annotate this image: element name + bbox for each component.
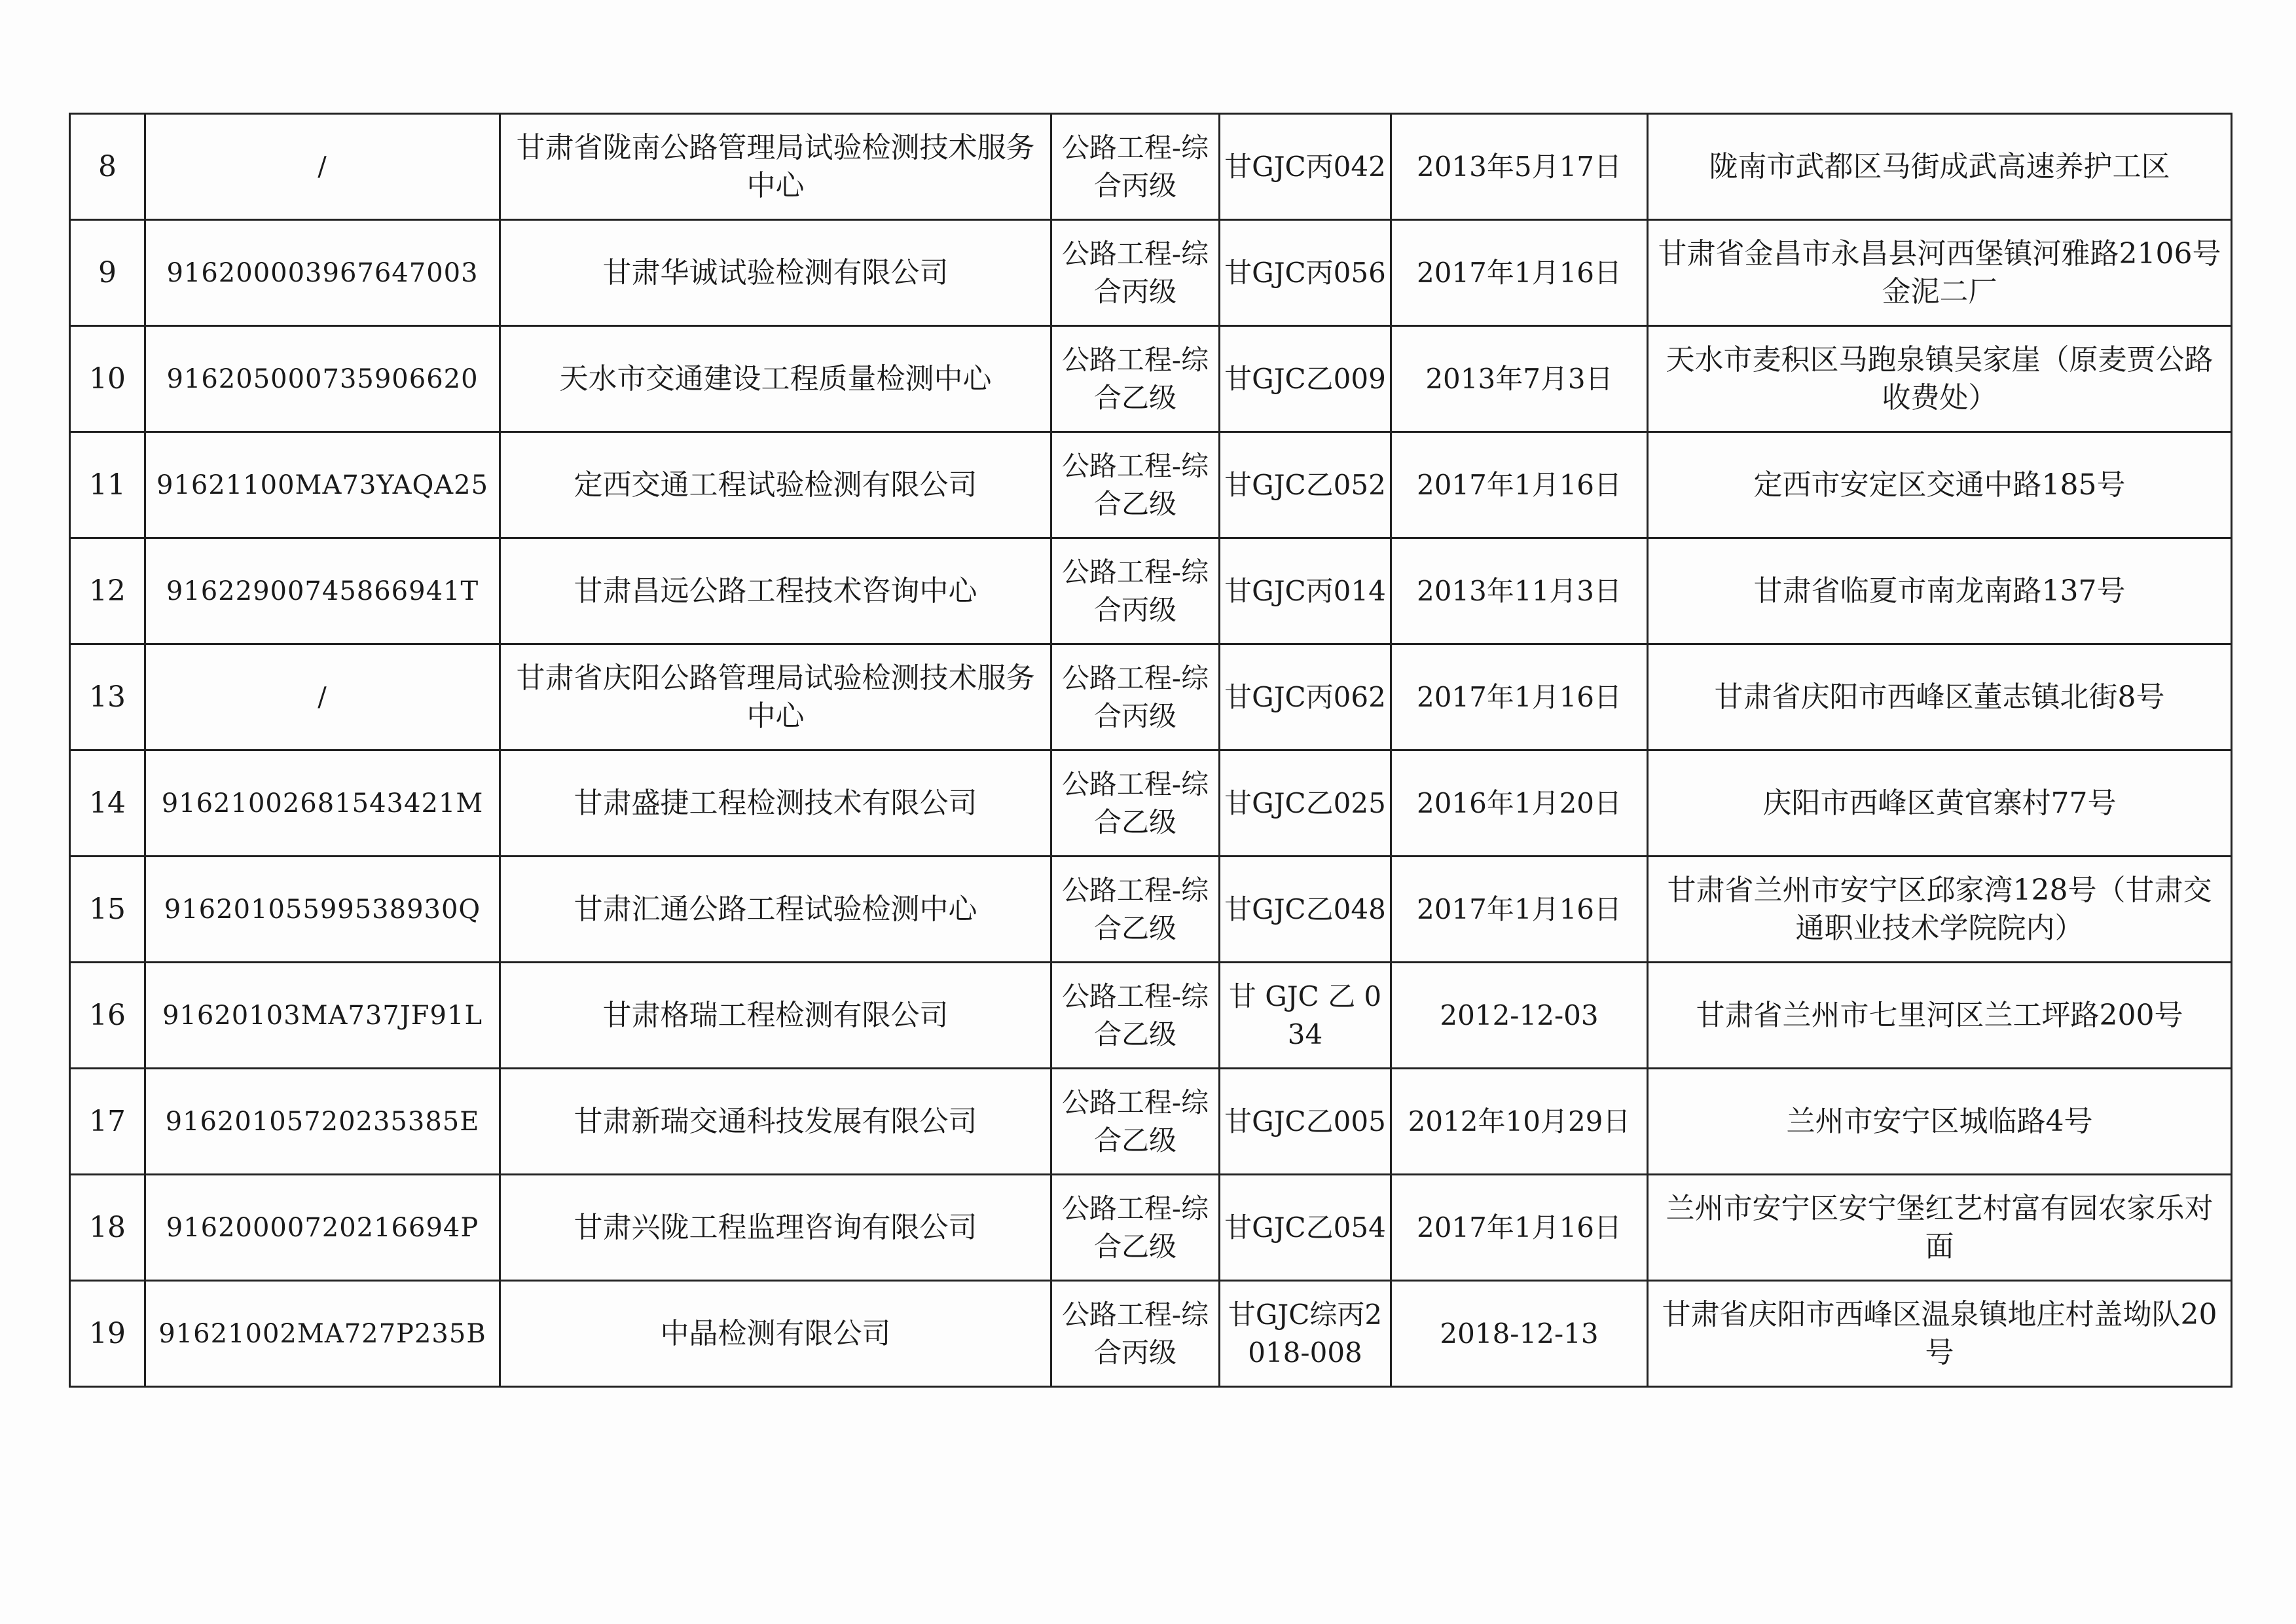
credit-code: 91621100MA73YAQA25: [145, 432, 500, 538]
organization-name: 甘肃华诚试验检测有限公司: [500, 220, 1051, 326]
address: 兰州市安宁区安宁堡红艺村富有园农家乐对面: [1648, 1175, 2232, 1281]
qualification-grade: 公路工程-综合丙级: [1051, 1281, 1220, 1387]
issue-date: 2012-12-03: [1391, 963, 1648, 1069]
credit-code: 91621002MA727P235B: [145, 1281, 500, 1387]
row-number: 12: [70, 538, 145, 644]
organization-name: 甘肃新瑞交通科技发展有限公司: [500, 1069, 1051, 1175]
organization-name: 天水市交通建设工程质量检测中心: [500, 326, 1051, 432]
organization-name: 甘肃省庆阳公路管理局试验检测技术服务中心: [500, 644, 1051, 750]
organization-name: 甘肃格瑞工程检测有限公司: [500, 963, 1051, 1069]
certificate-number: 甘GJC综丙2018-008: [1220, 1281, 1391, 1387]
certificate-number: 甘GJC乙052: [1220, 432, 1391, 538]
issue-date: 2013年5月17日: [1391, 114, 1648, 220]
table-row: [70, 857, 2232, 963]
qualification-grade: 公路工程-综合乙级: [1051, 1069, 1220, 1175]
certificate-number: 甘GJC乙025: [1220, 750, 1391, 857]
registry-table: [69, 113, 2232, 1388]
address: 定西市安定区交通中路185号: [1648, 432, 2232, 538]
address: 甘肃省金昌市永昌县河西堡镇河雅路2106号金泥二厂: [1648, 220, 2232, 326]
qualification-grade: 公路工程-综合乙级: [1051, 326, 1220, 432]
issue-date: 2017年1月16日: [1391, 857, 1648, 963]
row-number: 16: [70, 963, 145, 1069]
issue-date: 2013年7月3日: [1391, 326, 1648, 432]
row-number: 14: [70, 750, 145, 857]
qualification-grade: 公路工程-综合丙级: [1051, 220, 1220, 326]
credit-code: 91620103MA737JF91L: [145, 963, 500, 1069]
certificate-number: 甘GJC丙014: [1220, 538, 1391, 644]
table-row: [70, 432, 2232, 538]
credit-code: 91620000720216694P: [145, 1175, 500, 1281]
address: 天水市麦积区马跑泉镇吴家崖（原麦贾公路收费处）: [1648, 326, 2232, 432]
certificate-number: 甘GJC乙009: [1220, 326, 1391, 432]
credit-code: 91620105720235385E: [145, 1069, 500, 1175]
qualification-grade: 公路工程-综合乙级: [1051, 432, 1220, 538]
address: 甘肃省庆阳市西峰区董志镇北街8号: [1648, 644, 2232, 750]
issue-date: 2017年1月16日: [1391, 432, 1648, 538]
table-row: [70, 220, 2232, 326]
table-row: [70, 1281, 2232, 1387]
address: 甘肃省临夏市南龙南路137号: [1648, 538, 2232, 644]
credit-code: 91620105599538930Q: [145, 857, 500, 963]
certificate-number: 甘GJC丙056: [1220, 220, 1391, 326]
table-row: [70, 963, 2232, 1069]
credit-code: 91621002681543421M: [145, 750, 500, 857]
row-number: 11: [70, 432, 145, 538]
credit-code: 91622900745866941T: [145, 538, 500, 644]
organization-name: 甘肃盛捷工程检测技术有限公司: [500, 750, 1051, 857]
address: 甘肃省兰州市七里河区兰工坪路200号: [1648, 963, 2232, 1069]
issue-date: 2017年1月16日: [1391, 220, 1648, 326]
credit-code: /: [145, 644, 500, 750]
table-row: [70, 644, 2232, 750]
address: 庆阳市西峰区黄官寨村77号: [1648, 750, 2232, 857]
row-number: 9: [70, 220, 145, 326]
qualification-grade: 公路工程-综合乙级: [1051, 963, 1220, 1069]
row-number: 10: [70, 326, 145, 432]
organization-name: 甘肃昌远公路工程技术咨询中心: [500, 538, 1051, 644]
table-row: [70, 750, 2232, 857]
qualification-grade: 公路工程-综合乙级: [1051, 857, 1220, 963]
row-number: 15: [70, 857, 145, 963]
table-row: [70, 538, 2232, 644]
certificate-number: 甘GJC丙062: [1220, 644, 1391, 750]
table-row: [70, 1069, 2232, 1175]
issue-date: 2016年1月20日: [1391, 750, 1648, 857]
row-number: 17: [70, 1069, 145, 1175]
organization-name: 甘肃省陇南公路管理局试验检测技术服务中心: [500, 114, 1051, 220]
issue-date: 2017年1月16日: [1391, 1175, 1648, 1281]
address: 兰州市安宁区城临路4号: [1648, 1069, 2232, 1175]
qualification-grade: 公路工程-综合丙级: [1051, 644, 1220, 750]
address: 陇南市武都区马街成武高速养护工区: [1648, 114, 2232, 220]
address: 甘肃省庆阳市西峰区温泉镇地庄村盖坳队20号: [1648, 1281, 2232, 1387]
qualification-grade: 公路工程-综合乙级: [1051, 1175, 1220, 1281]
table-row: [70, 1175, 2232, 1281]
row-number: 18: [70, 1175, 145, 1281]
certificate-number: 甘 GJC 乙 034: [1220, 963, 1391, 1069]
issue-date: 2013年11月3日: [1391, 538, 1648, 644]
organization-name: 中晶检测有限公司: [500, 1281, 1051, 1387]
credit-code: /: [145, 114, 500, 220]
organization-name: 定西交通工程试验检测有限公司: [500, 432, 1051, 538]
issue-date: 2012年10月29日: [1391, 1069, 1648, 1175]
table-row: [70, 326, 2232, 432]
row-number: 8: [70, 114, 145, 220]
qualification-grade: 公路工程-综合丙级: [1051, 114, 1220, 220]
organization-name: 甘肃兴陇工程监理咨询有限公司: [500, 1175, 1051, 1281]
issue-date: 2018-12-13: [1391, 1281, 1648, 1387]
certificate-number: 甘GJC丙042: [1220, 114, 1391, 220]
certificate-number: 甘GJC乙048: [1220, 857, 1391, 963]
qualification-grade: 公路工程-综合乙级: [1051, 750, 1220, 857]
row-number: 19: [70, 1281, 145, 1387]
organization-name: 甘肃汇通公路工程试验检测中心: [500, 857, 1051, 963]
table-row: [70, 114, 2232, 220]
credit-code: 916205000735906620: [145, 326, 500, 432]
row-number: 13: [70, 644, 145, 750]
issue-date: 2017年1月16日: [1391, 644, 1648, 750]
certificate-number: 甘GJC乙054: [1220, 1175, 1391, 1281]
certificate-number: 甘GJC乙005: [1220, 1069, 1391, 1175]
qualification-grade: 公路工程-综合丙级: [1051, 538, 1220, 644]
address: 甘肃省兰州市安宁区邱家湾128号（甘肃交通职业技术学院院内）: [1648, 857, 2232, 963]
credit-code: 916200003967647003: [145, 220, 500, 326]
